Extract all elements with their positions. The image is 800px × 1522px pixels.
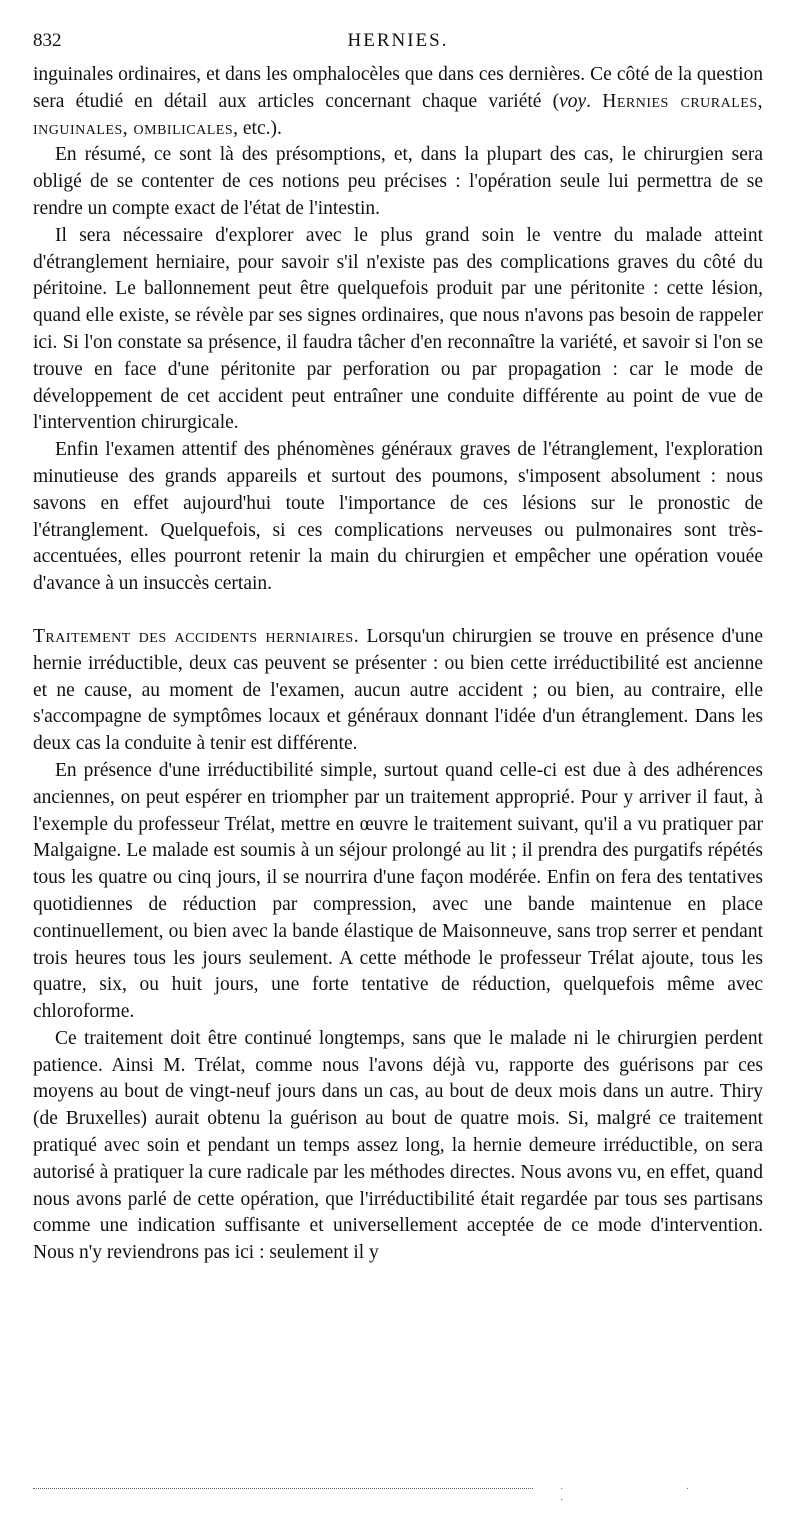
paragraph-4: Enfin l'examen attentif des phénomènes généraux graves de l'étranglement, l'exploration minutieuse des grands appareils et surtout des poumons, s'imposent absolument : nous savons en effet aujourd'hui toute l'importance de ces lésions sur le pronostic de l'étranglement. Quelquefois, si ces complications nerveuses ou pulmonaires sont très-accentuées, elles pourront retenir la main du chirurgien et empêcher une opération vouée d'avance à un insuccès certain. [33,439,763,595]
running-title: HERNIES. [347,30,449,51]
paragraph-2: En résumé, ce sont là des présomptions, et, dans la plupart des cas, le chirurgien sera obligé de se contenter de ces notions peu précises : l'opération seule lui permettra de se rendre un compte exact de l'état de l'intestin. [33,144,763,219]
cross-reference: Hernies crurales, inguinales, ombilicales [33,90,763,139]
page-number: 832 [33,30,62,51]
italic-voy: voy [559,90,587,112]
footer-rule [33,1488,533,1489]
footer-dots: · · · [560,1484,750,1506]
section-heading: Traitement des accidents herniaires. [33,625,360,647]
section-break [33,598,763,624]
page-header [33,30,763,56]
body-text [33,62,763,1267]
paragraph-5: Traitement des accidents herniaires. Lorsqu'un chirurgien se trouve en présence d'une hernie irréductible, deux cas peuvent se présenter : ou bien cette irréductibilité est ancienne et ne cause, au moment de l'examen, aucun autre accident ; ou bien, au contraire, elle s'accompagne de symptômes locaux et généraux donnant l'idée d'un étranglement. Dans les deux cas la conduite à tenir est différente. [33,625,764,755]
page [33,30,763,1267]
paragraph-6: En présence d'une irréductibilité simple, surtout quand celle-ci est due à des adhérences anciennes, on peut espérer en triompher par un traitement approprié. Pour y arriver il faut, à l'exemple du professeur Trélat, mettre en œuvre le traitement suivant, qu'il a vu pratiquer par Malgaigne. Le malade est soumis à un séjour prolongé au lit ; il prendra des purgatifs répétés tous les quatre ou cinq jours, il se nourrira d'une façon modérée. Enfin on fera des tentatives quotidiennes de réduction par compression, avec une bande maintenue en place continuellement, ou bien avec la bande élastique de Maisonneuve, sans trop serrer et pendant trois heures tous les jours seulement. A cette méthode le professeur Trélat ajoute, tous les quatre, six, ou huit jours, une forte tentative de réduction, quelquefois même avec chloroforme. [33,759,763,1023]
paragraph-3: Il sera nécessaire d'explorer avec le plus grand soin le ventre du malade atteint d'étranglement herniaire, pour savoir s'il n'existe pas des complications graves du côté du péritoine. Le ballonnement peut être quelquefois produit par une péritonite : cette lésion, quand elle existe, se révèle par ses signes ordinaires, que nous n'avons pas besoin de rappeler ici. Si l'on constate sa présence, il faudra tâcher d'en reconnaître la variété, et savoir si l'on se trouve en face d'une péritonite par perforation ou par propagation : car le mode de développement de cet accident peut entraîner une conduite différente au point de vue de l'intervention chirurgicale. [33,224,763,434]
paragraph-1: inguinales ordinaires, et dans les omphalocèles que dans ces dernières. Ce côté de la question sera étudié en détail aux articles concernant chaque variété (voy. Hernies crurales, inguinales, ombilicales, etc.). [33,64,763,139]
paragraph-7: Ce traitement doit être continué longtemps, sans que le malade ni le chirurgien perdent patience. Ainsi M. Trélat, comme nous l'avons déjà vu, rapporte des guérisons par ces moyens au bout de vingt-neuf jours dans un cas, au bout de deux mois dans un autre. Thiry (de Bruxelles) aurait obtenu la guérison au bout de quatre mois. Si, malgré ce traitement pratiqué avec soin et pendant un temps assez long, la hernie demeure irréductible, on sera autorisé à pratiquer la cure radicale par les méthodes directes. Nous avons vu, en effet, quand nous avons parlé de cette opération, que l'irréductibilité était regardée par tous ses partisans comme une indication suffisante et universellement acceptée de ce mode d'intervention. Nous n'y reviendrons pas ici : seulement il y [33,1027,763,1264]
